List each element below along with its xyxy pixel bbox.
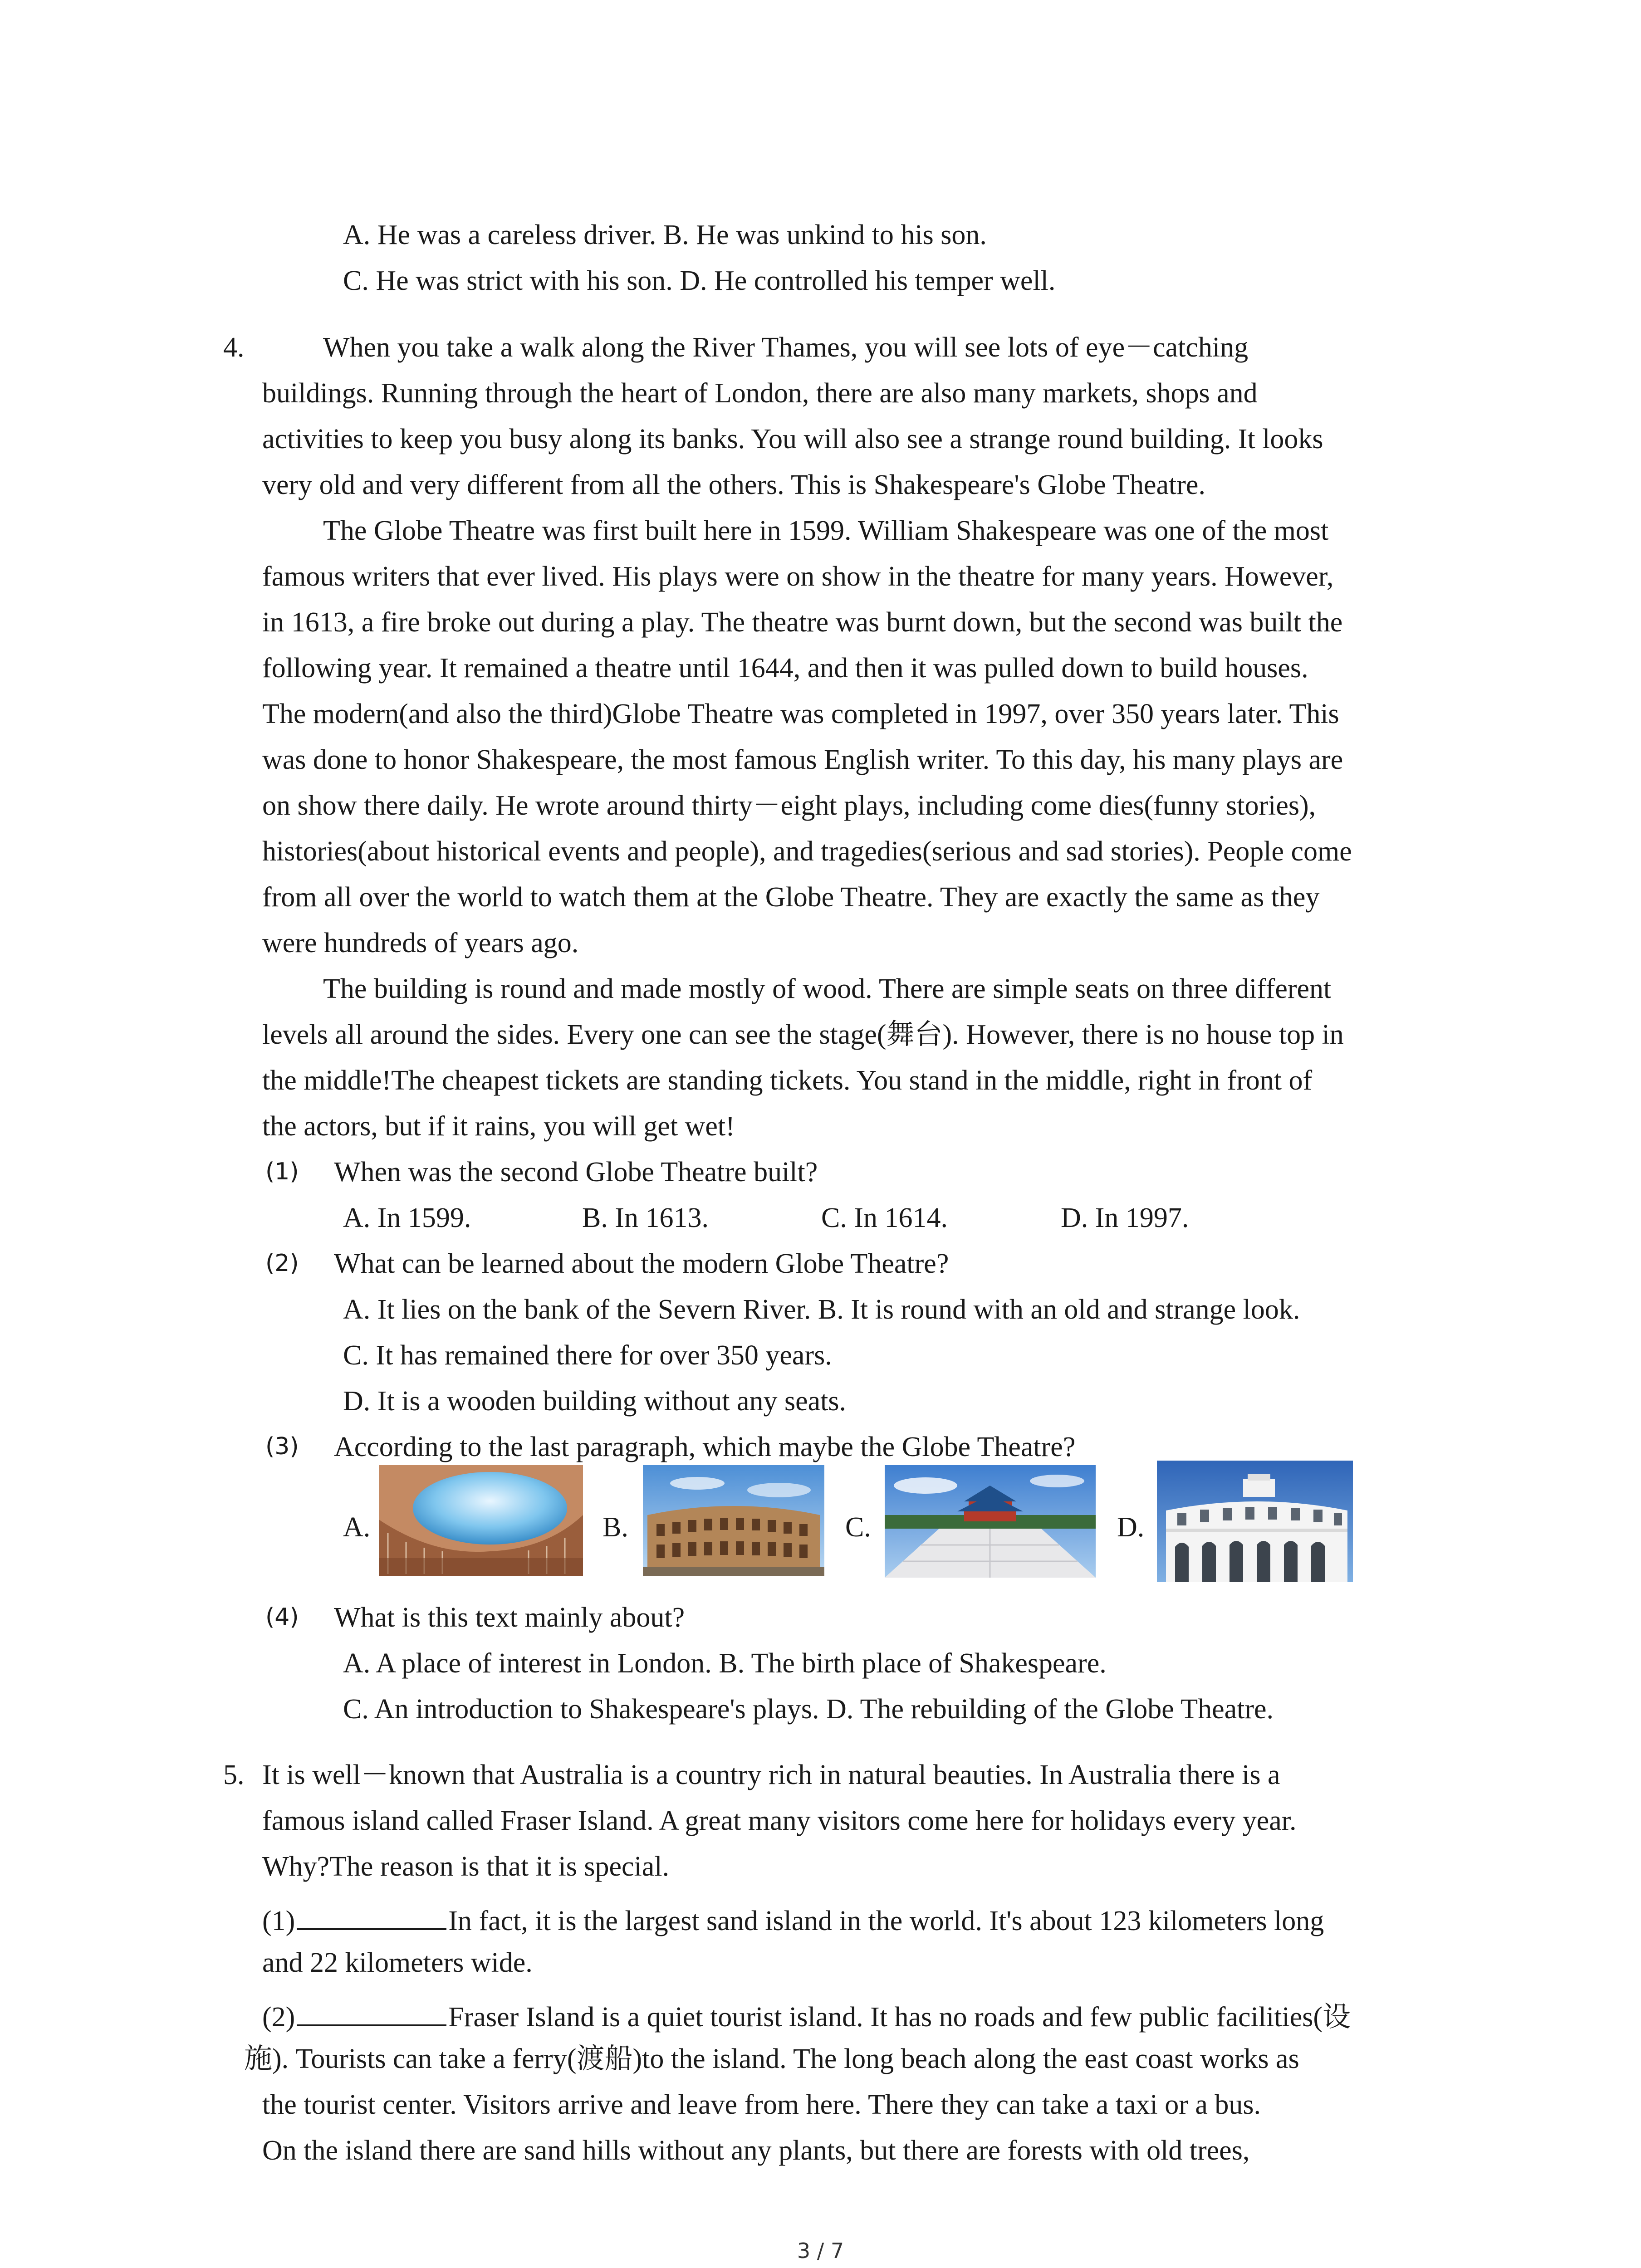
passage-line: very old and very different from all the others. This is Shakespeare's Globe Theatre. <box>262 469 1205 500</box>
passage-line: On the island there are sand hills without any plants, but there are forests with old trees, <box>262 2135 1250 2166</box>
fill-blank-line-2 <box>262 1999 1351 2031</box>
passage-line: It is well－known that Australia is a country rich in natural beauties. In Australia there is a <box>262 1760 1280 1790</box>
passage-line: and 22 kilometers wide. <box>262 1947 533 1978</box>
answer-option-line[interactable]: D. It is a wooden building without any seats. <box>343 1386 846 1417</box>
sub-question-number: (1) <box>265 1158 299 1185</box>
sub-question-number: (3) <box>265 1433 299 1460</box>
picture-option-a-label[interactable]: A. <box>343 1512 371 1543</box>
q3-option-line-1: A. He was a careless driver. B. He was unkind to his son. <box>343 220 987 250</box>
answer-option-d[interactable]: D. In 1997. <box>1061 1202 1189 1233</box>
passage-line: the tourist center. Visitors arrive and leave from here. There they can take a taxi or a bus. <box>262 2089 1261 2120</box>
answer-option-line[interactable]: C. An introduction to Shakespeare's plays. D. The rebuilding of the Globe Theatre. <box>343 1694 1274 1725</box>
passage-line: buildings. Running through the heart of London, there are also many markets, shops and <box>262 378 1258 409</box>
passage-line: levels all around the sides. Every one can see the stage(舞台). However, there is no house top in <box>262 1019 1344 1050</box>
answer-option-b[interactable]: B. In 1613. <box>582 1202 709 1233</box>
picture-option-c-label[interactable]: C. <box>845 1512 871 1543</box>
blank-label: (1) <box>262 1906 295 1936</box>
passage-line: the actors, but if it rains, you will get wet! <box>262 1111 735 1142</box>
passage-line: The Globe Theatre was first built here in 1599. William Shakespeare was one of the most <box>323 515 1329 546</box>
temple-of-heaven-image[interactable] <box>885 1465 1096 1578</box>
passage-line: on show there daily. He wrote around thirty－eight plays, including come dies(funny stories), <box>262 790 1316 821</box>
sub-question-number: (4) <box>265 1603 299 1631</box>
question-number: 5. <box>223 1760 245 1790</box>
passage-line: in 1613, a fire broke out during a play. The theatre was burnt down, but the second was built the <box>262 607 1343 638</box>
passage-line: following year. It remained a theatre until 1644, and then it was pulled down to build houses. <box>262 653 1308 684</box>
blank-following-text: Fraser Island is a quiet tourist island. It has no roads and few public facilities(设 <box>448 2002 1351 2033</box>
q3-option-line-2: C. He was strict with his son. D. He controlled his temper well. <box>343 265 1056 296</box>
passage-line: famous island called Fraser Island. A great many visitors come here for holidays every year. <box>262 1805 1297 1836</box>
colosseum-image[interactable] <box>643 1465 824 1576</box>
blank-following-text: In fact, it is the largest sand island in the world. It's about 123 kilometers long <box>448 1906 1324 1936</box>
passage-line: from all over the world to watch them at the Globe Theatre. They are exactly the same as they <box>262 882 1320 913</box>
passage-line: activities to keep you busy along its banks. You will also see a strange round building. It looks <box>262 424 1323 455</box>
picture-option-b-label[interactable]: B. <box>603 1512 628 1543</box>
question-number: 4. <box>223 332 245 363</box>
globe-theatre-interior-image[interactable] <box>379 1465 583 1576</box>
answer-option-a[interactable]: A. In 1599. <box>343 1202 471 1233</box>
sub-question-text: According to the last paragraph, which maybe the Globe Theatre? <box>334 1432 1076 1462</box>
answer-blank-2[interactable] <box>297 1999 446 2026</box>
answer-option-c[interactable]: C. In 1614. <box>821 1202 948 1233</box>
blank-label: (2) <box>262 2002 295 2033</box>
answer-option-line[interactable]: C. It has remained there for over 350 years. <box>343 1340 832 1371</box>
passage-line: When you take a walk along the River Thames, you will see lots of eye－catching <box>323 332 1249 363</box>
sub-question-text: When was the second Globe Theatre built? <box>334 1157 818 1188</box>
sub-question-text: What is this text mainly about? <box>334 1602 685 1633</box>
passage-line: The modern(and also the third)Globe Theatre was completed in 1997, over 350 years later. This <box>262 699 1339 729</box>
passage-line: Why?The reason is that it is special. <box>262 1851 670 1882</box>
passage-line: The building is round and made mostly of wood. There are simple seats on three different <box>323 973 1332 1004</box>
passage-line: histories(about historical events and people), and tragedies(serious and sad stories). People come <box>262 836 1352 867</box>
passage-line: famous writers that ever lived. His plays were on show in the theatre for many years. However, <box>262 561 1334 592</box>
passage-line: were hundreds of years ago. <box>262 928 579 958</box>
sub-question-text: What can be learned about the modern Globe Theatre? <box>334 1248 949 1279</box>
passage-line: 施). Tourists can take a ferry(渡船)to the island. The long beach along the east coast works as <box>244 2043 1299 2074</box>
fill-blank-line-1 <box>262 1903 1324 1935</box>
sub-question-number: (2) <box>265 1250 299 1277</box>
picture-option-d-label[interactable]: D. <box>1117 1512 1145 1543</box>
white-colonial-building-image[interactable] <box>1157 1461 1353 1582</box>
page-number: 3 / 7 <box>797 2239 844 2263</box>
answer-option-line[interactable]: A. A place of interest in London. B. The birth place of Shakespeare. <box>343 1648 1107 1679</box>
answer-blank-1[interactable] <box>297 1903 446 1930</box>
passage-line: the middle!The cheapest tickets are standing tickets. You stand in the middle, right in front of <box>262 1065 1313 1096</box>
passage-line: was done to honor Shakespeare, the most famous English writer. To this day, his many plays are <box>262 744 1343 775</box>
answer-option-line[interactable]: A. It lies on the bank of the Severn River. B. It is round with an old and strange look. <box>343 1294 1300 1325</box>
